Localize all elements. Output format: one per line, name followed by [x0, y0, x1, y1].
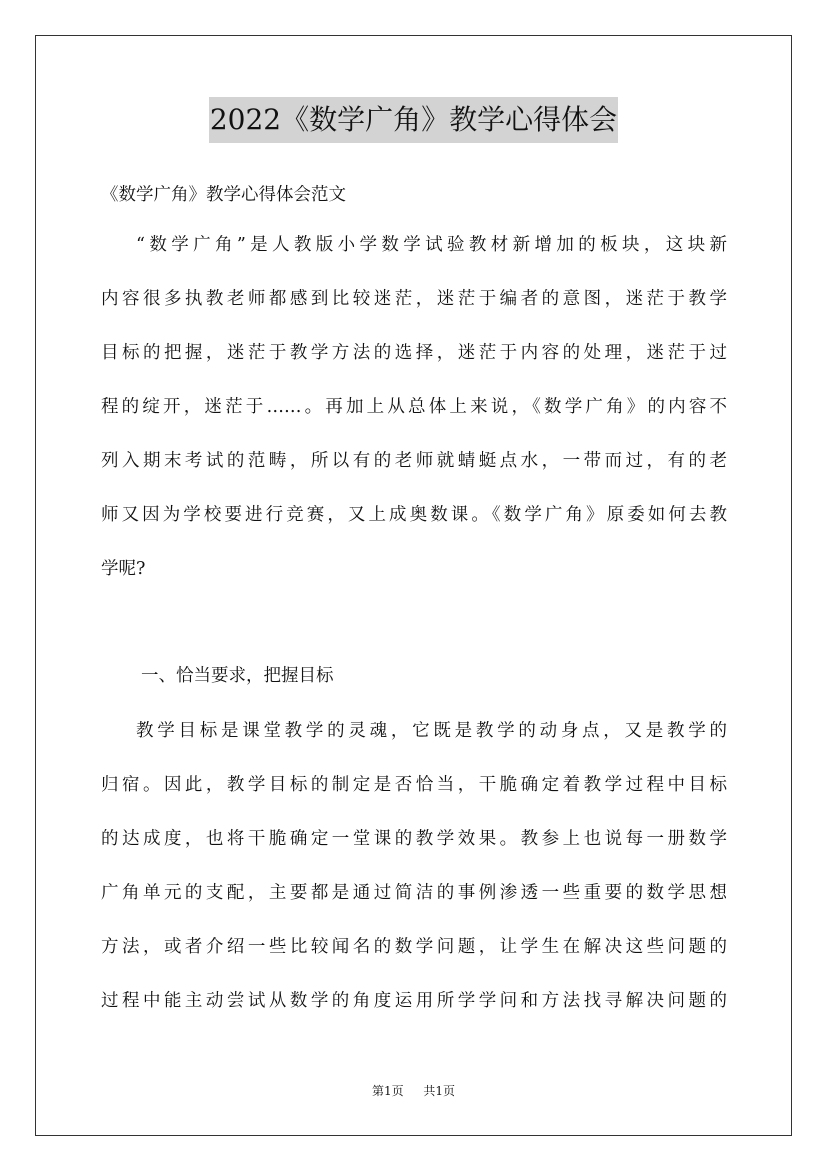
paragraph-line: 教学目标是课堂教学的灵魂，它既是教学的动身点，又是教学的	[136, 721, 727, 741]
paragraph-line: 归宿。因此，教学目标的制定是否恰当，干脆确定着教学过程中目标	[101, 775, 727, 795]
paragraph-line: 程的绽开，迷茫于……。再加上从总体上来说，《数学广角》的内容不	[101, 397, 727, 417]
paragraph-line: 方法，或者介绍一些比较闻名的数学问题，让学生在解决这些问题的	[101, 937, 727, 957]
paragraph-intro	[101, 218, 727, 596]
paragraph-line: 广角单元的支配，主要都是通过简洁的事例渗透一些重要的数学思想	[101, 883, 727, 903]
document-title: 2022《数学广角》教学心得体会	[209, 97, 618, 143]
paragraph-line: 师又因为学校要进行竞赛，又上成奥数课。《数学广角》原委如何去教	[101, 505, 727, 525]
paragraph-line: 过程中能主动尝试从数学的角度运用所学学问和方法找寻解决问题的	[101, 991, 727, 1011]
paragraph-line: 目标的把握，迷茫于教学方法的选择，迷茫于内容的处理，迷茫于过	[101, 343, 727, 363]
title-container	[0, 97, 827, 143]
section-heading: 一、恰当要求，把握目标	[141, 666, 334, 686]
page-total: 共1页	[423, 1084, 455, 1098]
document-body	[101, 173, 727, 1028]
paragraph-line: 的达成度，也将干脆确定一堂课的教学效果。教参上也说每一册数学	[101, 829, 727, 849]
paragraph-line: 学呢?	[101, 559, 146, 579]
document-subtitle: 《数学广角》教学心得体会范文	[101, 185, 346, 205]
page-number: 第1页	[372, 1084, 404, 1098]
paragraph-spacer	[101, 596, 727, 649]
paragraph-line: “数学广角”是人教版小学数学试验教材新增加的板块，这块新	[136, 235, 727, 255]
paragraph-line: 内容很多执教老师都感到比较迷茫，迷茫于编者的意图，迷茫于教学	[101, 289, 727, 309]
page-footer	[0, 1083, 827, 1099]
paragraph-line: 列入期末考试的范畴，所以有的老师就蜻蜓点水，一带而过，有的老	[101, 451, 727, 471]
paragraph-objectives	[101, 704, 727, 1028]
